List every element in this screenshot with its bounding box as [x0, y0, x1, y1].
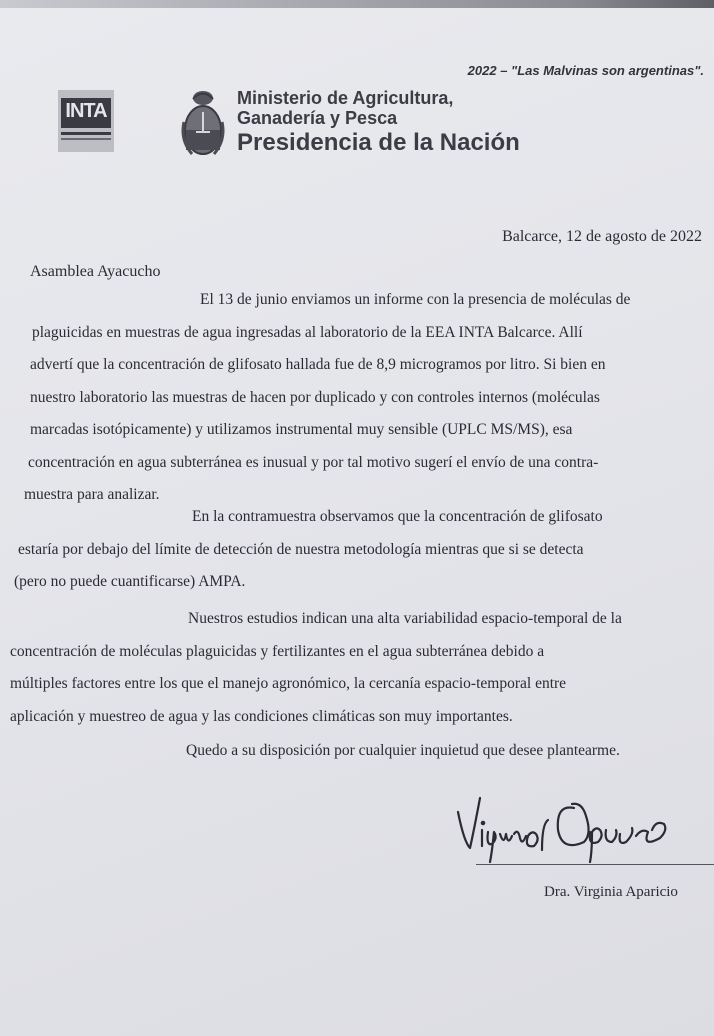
paragraph-2-line: estaría por debajo del límite de detección de nuestra metodología mientras que si se detecta	[18, 540, 584, 558]
paragraph-1-line: nuestro laboratorio las muestras de hacen por duplicado y con controles internos (moléculas	[30, 388, 600, 406]
letter-date: Balcarce, 12 de agosto de 2022	[502, 228, 702, 245]
inta-logo-text: INTA	[65, 100, 107, 122]
ministry-line-3: Presidencia de la Nación	[237, 129, 520, 156]
signer-name: Dra. Virginia Aparicio	[544, 884, 678, 900]
handwritten-signature	[452, 790, 682, 865]
paragraph-3-line: concentración de moléculas plaguicidas y fertilizantes en el agua subterránea debido a	[10, 642, 545, 660]
ministry-line-2: Ganadería y Pesca	[237, 108, 398, 128]
national-coat-of-arms-icon	[180, 86, 226, 160]
paragraph-1-line: muestra para analizar.	[24, 486, 160, 503]
paragraph-1-line: plaguicidas en muestras de agua ingresadas al laboratorio de la EEA INTA Balcarce. Allí	[32, 323, 583, 341]
paragraph-1	[0, 284, 714, 512]
paragraph-2-line: En la contramuestra observamos que la concentración de glifosato	[192, 508, 603, 525]
paragraph-3-line: múltiples factores entre los que el manejo agronómico, la cercanía espacio-temporal entre	[10, 675, 567, 692]
year-motto: 2022 – "Las Malvinas son argentinas".	[467, 63, 704, 78]
paragraph-1-line: advertí que la concentración de glifosato hallada fue de 8,9 microgramos por litro. Si bien en	[30, 356, 606, 373]
letter-closing: Quedo a su disposición por cualquier inquietud que desee plantearme.	[186, 742, 620, 759]
paragraph-3	[0, 603, 714, 733]
paragraph-3-line: aplicación y muestreo de agua y las condiciones climáticas son muy importantes.	[10, 707, 513, 725]
signature-line	[476, 864, 714, 865]
ministry-line-1: Ministerio de Agricultura,	[237, 88, 454, 108]
letter-salutation: Asamblea Ayacucho	[30, 263, 161, 280]
paragraph-2-line: (pero no puede cuantificarse) AMPA.	[14, 573, 246, 590]
photo-edge-band	[0, 0, 714, 8]
ministry-header	[237, 88, 520, 158]
paragraph-3-line: Nuestros estudios indican una alta variabilidad espacio-temporal de la	[188, 610, 622, 627]
inta-logo	[58, 90, 114, 152]
paragraph-2	[0, 501, 714, 599]
paragraph-1-line: marcadas isotópicamente) y utilizamos instrumental muy sensible (UPLC MS/MS), esa	[30, 421, 573, 438]
paragraph-1-line: concentración en agua subterránea es inusual y por tal motivo sugerí el envío de una contra-	[28, 453, 599, 471]
paragraph-1-line: El 13 de junio enviamos un informe con la presencia de moléculas de	[200, 291, 631, 308]
